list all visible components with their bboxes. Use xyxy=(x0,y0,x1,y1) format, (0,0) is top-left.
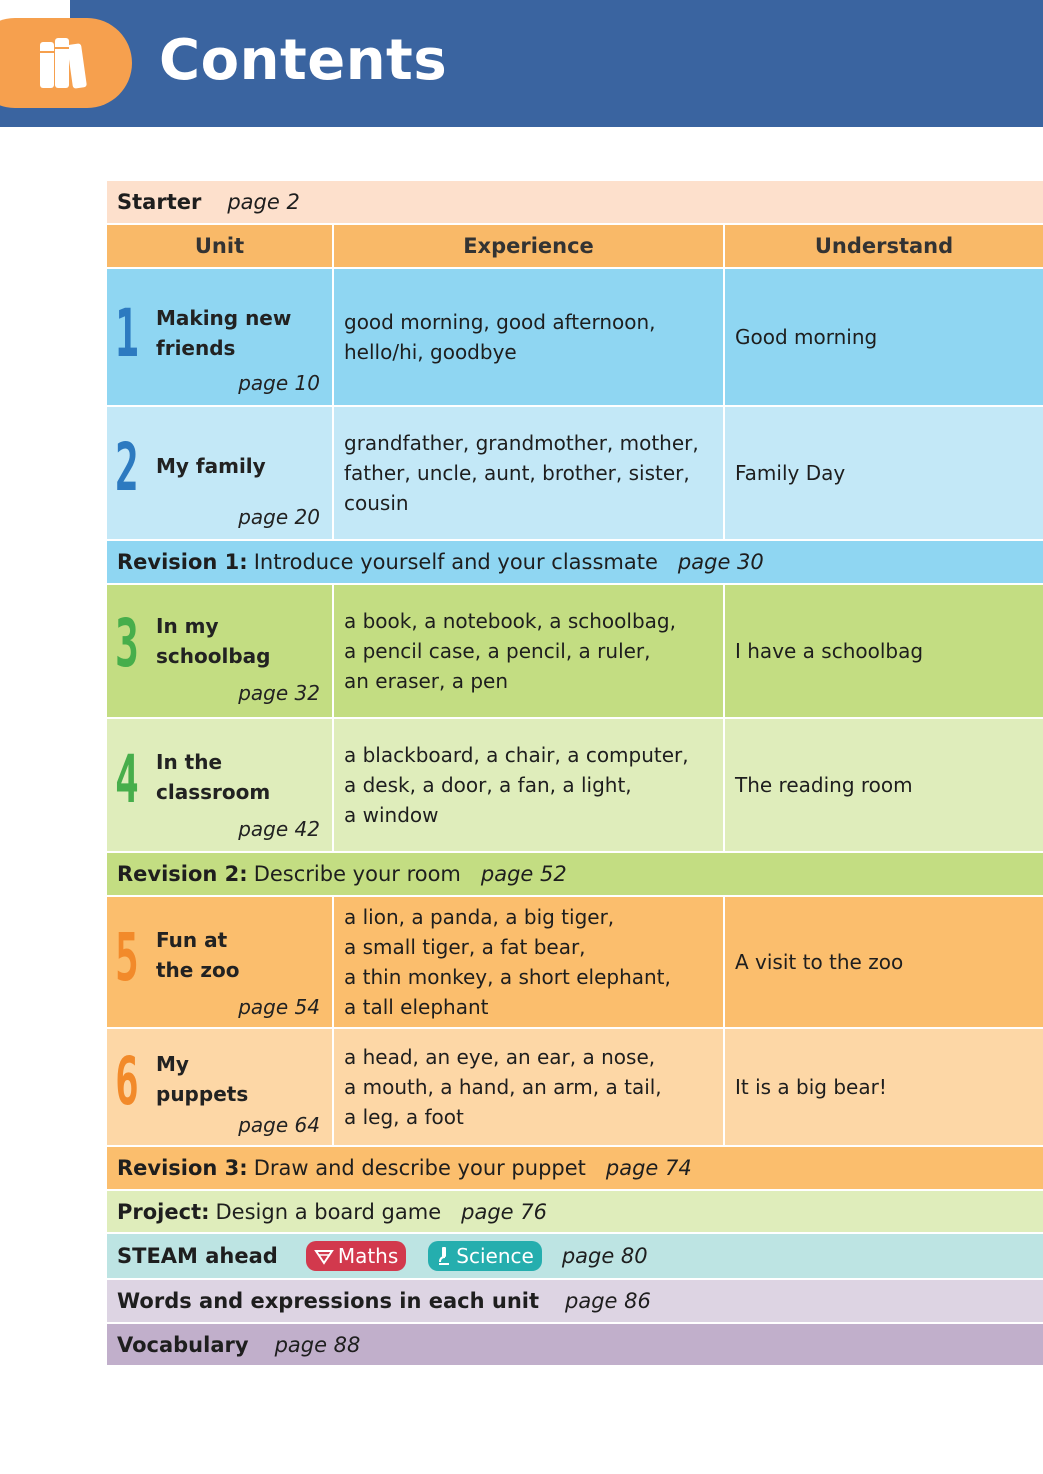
steam-row[interactable] xyxy=(107,1232,1043,1278)
vocabulary-page: page 88 xyxy=(274,1332,361,1357)
project-label: Project: xyxy=(117,1199,210,1224)
unit-row-6[interactable] xyxy=(107,1027,1043,1145)
unit-number: 5 xyxy=(115,919,138,996)
unit-name: My family xyxy=(156,454,266,478)
revision-text: Describe your room xyxy=(253,862,461,886)
project-page: page 76 xyxy=(461,1199,547,1224)
unit-row-2[interactable] xyxy=(107,405,1043,539)
revision-label: Revision 2: xyxy=(117,862,248,886)
unit-row-1[interactable] xyxy=(107,267,1043,405)
words-label: Words and expressions in each unit xyxy=(117,1289,540,1313)
unit-experience: a book, a notebook, a schoolbag, a pencil case, a pencil, a ruler, an eraser, a pen xyxy=(332,585,723,717)
unit-understand: Family Day xyxy=(723,407,1043,539)
unit-page: page 20 xyxy=(238,505,320,529)
unit-page: page 10 xyxy=(238,371,320,395)
revision-label: Revision 1: xyxy=(117,550,248,574)
revision-1-row[interactable] xyxy=(107,539,1043,583)
unit-experience: a head, an eye, an ear, a nose, a mouth, a hand, an arm, a tail, a leg, a foot xyxy=(332,1029,723,1145)
unit-understand: A visit to the zoo xyxy=(723,897,1043,1027)
unit-page: page 32 xyxy=(238,681,320,705)
unit-understand: Good morning xyxy=(723,269,1043,405)
revision-text: Draw and describe your puppet xyxy=(253,1156,586,1180)
words-page: page 86 xyxy=(565,1289,651,1313)
unit-number: 1 xyxy=(115,295,138,372)
unit-understand: It is a big bear! xyxy=(723,1029,1043,1145)
science-badge: Science xyxy=(428,1241,542,1271)
maths-badge: Maths xyxy=(306,1241,406,1271)
words-row[interactable] xyxy=(107,1278,1043,1322)
revision-text: Introduce yourself and your classmate xyxy=(253,550,658,574)
vocabulary-label: Vocabulary xyxy=(117,1332,249,1357)
unit-name: Making new friends xyxy=(156,306,292,360)
revision-page: page 74 xyxy=(605,1156,692,1180)
unit-page: page 54 xyxy=(238,995,320,1019)
page-title: Contents xyxy=(159,28,448,93)
unit-number: 3 xyxy=(115,605,138,682)
unit-row-5[interactable] xyxy=(107,895,1043,1027)
starter-label: Starter xyxy=(117,190,202,214)
unit-understand: I have a schoolbag xyxy=(723,585,1043,717)
revision-page: page 30 xyxy=(677,550,764,574)
revision-page: page 52 xyxy=(480,862,567,886)
unit-experience: good morning, good afternoon, hello/hi, goodbye xyxy=(332,269,723,405)
revision-3-row[interactable] xyxy=(107,1145,1043,1189)
column-header-understand: Understand xyxy=(723,225,1043,267)
unit-name: In my schoolbag xyxy=(156,614,271,668)
unit-number: 6 xyxy=(115,1043,138,1120)
column-header-row xyxy=(107,223,1043,267)
steam-label: STEAM ahead xyxy=(117,1244,278,1268)
starter-row[interactable] xyxy=(107,181,1043,223)
project-row[interactable] xyxy=(107,1189,1043,1232)
unit-name: Fun at the zoo xyxy=(156,928,240,982)
unit-name: In the classroom xyxy=(156,750,271,804)
unit-row-4[interactable] xyxy=(107,717,1043,851)
unit-page: page 42 xyxy=(238,817,320,841)
unit-experience: grandfather, grandmother, mother, father, uncle, aunt, brother, sister, cousin xyxy=(332,407,723,539)
project-text: Design a board game xyxy=(215,1199,442,1224)
unit-name: My puppets xyxy=(156,1052,249,1106)
books-icon xyxy=(36,30,96,94)
page-header xyxy=(0,0,1043,127)
unit-experience: a blackboard, a chair, a computer, a desk, a door, a fan, a light, a window xyxy=(332,719,723,851)
ruler-icon xyxy=(314,1247,334,1265)
unit-experience: a lion, a panda, a big tiger, a small tiger, a fat bear, a thin monkey, a short elephant, a tall elephant xyxy=(332,897,723,1027)
contents-table xyxy=(107,181,1043,1365)
steam-page: page 80 xyxy=(561,1244,648,1268)
revision-2-row[interactable] xyxy=(107,851,1043,895)
revision-label: Revision 3: xyxy=(117,1156,248,1180)
column-header-experience: Experience xyxy=(332,225,723,267)
starter-page: page 2 xyxy=(227,190,300,214)
unit-number: 4 xyxy=(115,741,138,818)
column-header-unit: Unit xyxy=(194,234,245,258)
unit-page: page 64 xyxy=(238,1113,320,1137)
unit-row-3[interactable] xyxy=(107,583,1043,717)
microscope-icon xyxy=(436,1246,452,1266)
header-strip xyxy=(0,105,65,127)
unit-understand: The reading room xyxy=(723,719,1043,851)
vocabulary-row[interactable] xyxy=(107,1322,1043,1365)
unit-number: 2 xyxy=(115,429,138,506)
